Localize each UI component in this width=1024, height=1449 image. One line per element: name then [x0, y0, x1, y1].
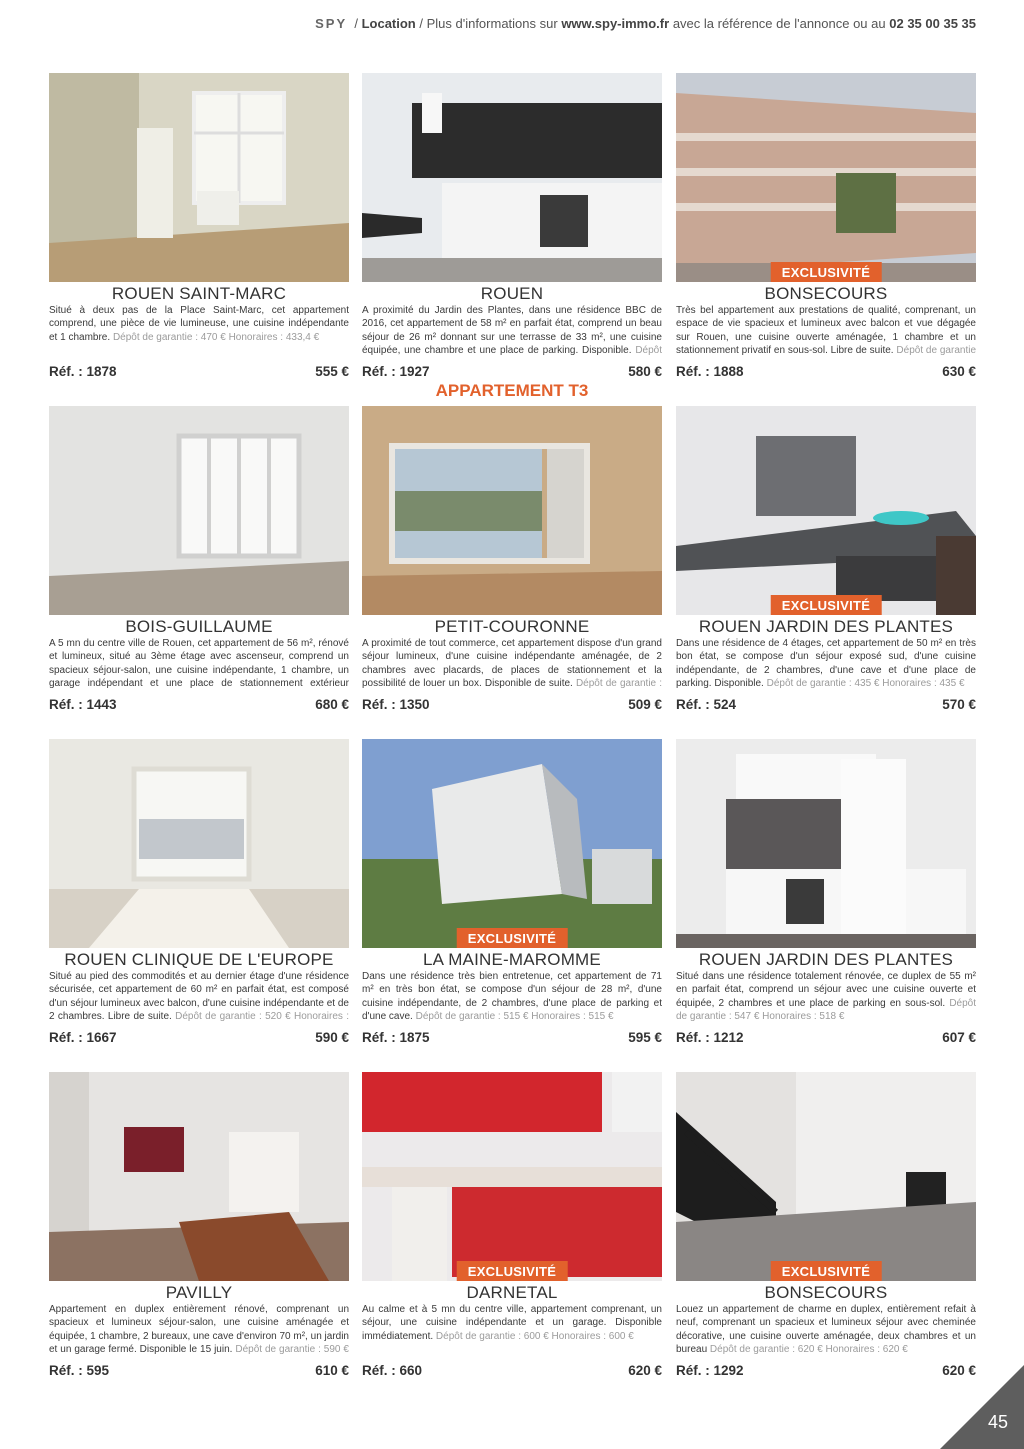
brand-logo: SPY — [315, 16, 348, 31]
listing-description — [676, 304, 976, 358]
listing-price: 595 € — [628, 1030, 662, 1045]
description-text: Dans une résidence de 4 étages, cet appartement de 50 m² en très bon état, se compose d'un séjour exposé sud, d'une cuisine indépendante, de 2 chambres, d'une cave et d'une place de parking. Disponible. — [676, 638, 976, 690]
listing-card[interactable] — [362, 406, 662, 712]
listing-title: BOIS-GUILLAUME — [125, 617, 273, 636]
description-text: Situé dans une résidence totalement rénovée, ce duplex de 55 m² en parfait état, comprend un séjour avec une cuisine ouverte et équipée, 2 chambres et une place de parking en sous-sol. — [676, 971, 976, 1009]
listing-ref: Réf. : 524 — [676, 697, 737, 712]
listing-title: BONSECOURS — [764, 1283, 888, 1302]
listing-description — [362, 637, 662, 691]
description-text: Louez un appartement de charme en duplex, entièrement refait à neuf, comprenant un spacieux et lumineux séjour avec cheminée décorative, une cuisine ouverte aménagée, deux chambres et un bureau — [676, 1304, 976, 1356]
listing-title: PETIT-COURONNE — [434, 617, 590, 636]
listing-card[interactable] — [676, 406, 976, 712]
description-text: Situé à deux pas de la Place Saint-Marc, cet appartement comprend, une pièce de vie lumineuse, une cuisine indépendante et 1 chambre. — [49, 305, 349, 343]
listing-ref: Réf. : 1667 — [49, 1030, 117, 1045]
listing-description — [676, 1303, 976, 1357]
listing-price: 509 € — [628, 697, 662, 712]
info-suffix: avec la référence de l'annonce ou au — [672, 16, 886, 31]
listing-ref: Réf. : 1875 — [362, 1030, 430, 1045]
listing-ref: Réf. : 595 — [49, 1363, 110, 1378]
listing-title: DARNETAL — [466, 1283, 558, 1302]
listing-title: PAVILLY — [165, 1283, 233, 1302]
description-text: A 5 mn du centre ville de Rouen, cet appartement de 56 m², rénové et lumineux, situé au 3ème étage avec ascenseur, comprend un spacieux séjour-salon, une cuisine indépendante, 1 chambre, un garage indépendant et une place de stationnement extérieur — [49, 638, 349, 690]
fees-text: Dépôt de garantie : 547 € Honoraires : 518 € — [676, 997, 976, 1023]
listing-description — [49, 304, 349, 358]
listing-price: 620 € — [628, 1363, 662, 1378]
listing-price: 610 € — [315, 1363, 349, 1378]
fees-text: Dépôt de garantie : 470 € Honoraires : 433,4 € — [112, 331, 320, 343]
listing-card[interactable] — [676, 739, 976, 1045]
living-room-photo — [49, 406, 349, 615]
listing-description — [362, 970, 662, 1024]
listing-title: ROUEN CLINIQUE DE L'EUROPE — [64, 950, 334, 969]
description-text: A proximité de tout commerce, cet appartement dispose d'un grand séjour lumineux, d'une cuisine indépendante aménagée, de 2 chambres avec placards, de places de stationnement et la possibilité de louer un box. Disponible de suite. — [362, 638, 662, 690]
listing-card[interactable] — [362, 73, 662, 379]
listing-title: ROUEN — [480, 284, 544, 303]
listing-card[interactable] — [49, 739, 349, 1045]
white-kitchen-photo — [676, 739, 976, 948]
fees-text: Dépôt de garantie : 435 € Honoraires : 435 € — [766, 678, 965, 690]
fees-text: Dépôt de garantie : 515 € Honoraires : 515 € — [415, 1011, 614, 1023]
fees-text: Dépôt — [635, 345, 662, 357]
listing-price: 680 € — [315, 697, 349, 712]
description-text: Appartement en duplex entièrement rénové, comprenant un spacieux et lumineux séjour-salon, une cuisine aménagée et équipée, 1 chambre, 2 bureaux, une cave d'environ 70 m², un jardin et un garage fermé. Disponible le 15 juin. — [49, 1304, 349, 1356]
listing-price: 570 € — [942, 697, 976, 712]
listing-card[interactable] — [676, 1072, 976, 1378]
exclusive-badge: EXCLUSIVITÉ — [457, 928, 568, 948]
listing-price: 607 € — [942, 1030, 976, 1045]
listing-title: BONSECOURS — [764, 284, 888, 303]
red-kitchen-photo — [362, 1072, 662, 1281]
residence-photo — [676, 73, 976, 282]
listing-card[interactable] — [362, 739, 662, 1045]
tiled-room-photo — [49, 739, 349, 948]
empty-room-photo — [49, 73, 349, 282]
description-text: Au calme et à 5 mn du centre ville, appartement comprenant, un séjour, une cuisine indépendante et un garage. Disponible immédiatement. — [362, 1304, 662, 1342]
exclusive-badge: EXCLUSIVITÉ — [771, 595, 882, 615]
listing-description — [49, 970, 349, 1024]
listing-ref: Réf. : 1878 — [49, 364, 117, 379]
listing-title: ROUEN SAINT-MARC — [111, 284, 287, 303]
listing-ref: Réf. : 1350 — [362, 697, 430, 712]
section-name: Location — [361, 16, 416, 31]
listing-description — [676, 637, 976, 691]
description-text: A proximité du Jardin des Plantes, dans une résidence BBC de 2016, cet appartement de 58 m² en parfait état, comprend un beau séjour de 26 m² donnant sur une terrasse de 33 m², une cuisine équipée, une chambre et une place de parking. Disponible. — [362, 305, 662, 357]
listing-ref: Réf. : 1443 — [49, 697, 117, 712]
listing-ref: Réf. : 1927 — [362, 364, 430, 379]
duplex-living-photo — [49, 1072, 349, 1281]
listing-price: 580 € — [628, 364, 662, 379]
fees-text: Dépôt de garantie : 520 € Honoraires : — [175, 1011, 349, 1023]
fees-text: Dépôt de garantie — [896, 345, 976, 357]
listing-ref: Réf. : 1888 — [676, 364, 744, 379]
listing-price: 620 € — [942, 1363, 976, 1378]
fees-text: Dépôt de garantie : — [575, 678, 662, 690]
fees-text: Dépôt de garantie : 600 € Honoraires : 600 € — [435, 1330, 634, 1342]
description-text: Situé au pied des commodités et au dernier étage d'une résidence sécurisée, cet appartement de 60 m² en parfait état, est composé d'un séjour lumineux avec balcon, d'une cuisine indépendante et de 2 chambres. Libre de suite. — [49, 971, 349, 1023]
listing-title: ROUEN JARDIN DES PLANTES — [698, 617, 954, 636]
listing-description — [362, 304, 662, 358]
kitchen-photo — [362, 73, 662, 282]
staircase-photo — [676, 1072, 976, 1281]
listing-price: 630 € — [942, 364, 976, 379]
page-corner — [940, 1365, 1024, 1449]
listing-card[interactable] — [49, 73, 349, 379]
kitchen-hob-photo — [676, 406, 976, 615]
fees-text: Dépôt de garantie : 590 € — [235, 1344, 349, 1356]
description-text: Dans une résidence très bien entretenue, cet appartement de 71 m² en très bon état, se compose d'un séjour de 28 m², d'une cuisine indépendante, de 2 chambres, d'une place de parking et d'une cave. — [362, 971, 662, 1023]
listing-card[interactable] — [362, 1072, 662, 1378]
fees-text: Dépôt de garantie : 620 € Honoraires : 620 € — [709, 1344, 908, 1356]
exclusive-badge: EXCLUSIVITÉ — [457, 1261, 568, 1281]
window-view-photo — [362, 406, 662, 615]
page-number: 45 — [987, 1412, 1008, 1432]
listing-price: 555 € — [315, 364, 349, 379]
section-label: APPARTEMENT T3 — [435, 381, 589, 400]
phone-number[interactable]: 02 35 00 35 35 — [889, 16, 976, 31]
listing-ref: Réf. : 660 — [362, 1363, 423, 1378]
listing-card[interactable] — [49, 406, 349, 712]
listing-ref: Réf. : 1212 — [676, 1030, 744, 1045]
listing-ref: Réf. : 1292 — [676, 1363, 744, 1378]
listing-card[interactable] — [676, 73, 976, 379]
info-prefix: Plus d'informations sur — [426, 16, 558, 31]
listing-description — [49, 637, 349, 691]
listing-title: ROUEN JARDIN DES PLANTES — [698, 950, 954, 969]
listing-description — [362, 1303, 662, 1357]
description-text: Très bel appartement aux prestations de qualité, comprenant, un espace de vie spacieux et lumineux avec balcon et vue dégagée sur Rouen, une cuisine ouverte aménagée, 1 chambre et un stationnement privatif en sous-sol. Libre de suite. — [676, 305, 976, 357]
page-header: SPY / Location / Plus d'informations sur www.spy-immo.fr avec la référence de l'annonce ou au 02 35 00 35 35 — [315, 16, 976, 31]
exclusive-badge: EXCLUSIVITÉ — [771, 262, 882, 282]
listing-title: LA MAINE-MAROMME — [423, 950, 601, 969]
listing-description — [676, 970, 976, 1024]
website-link[interactable]: www.spy-immo.fr — [561, 16, 670, 31]
exclusive-badge: EXCLUSIVITÉ — [771, 1261, 882, 1281]
listing-description — [49, 1303, 349, 1357]
listing-price: 590 € — [315, 1030, 349, 1045]
listing-card[interactable] — [49, 1072, 349, 1378]
building-photo — [362, 739, 662, 948]
